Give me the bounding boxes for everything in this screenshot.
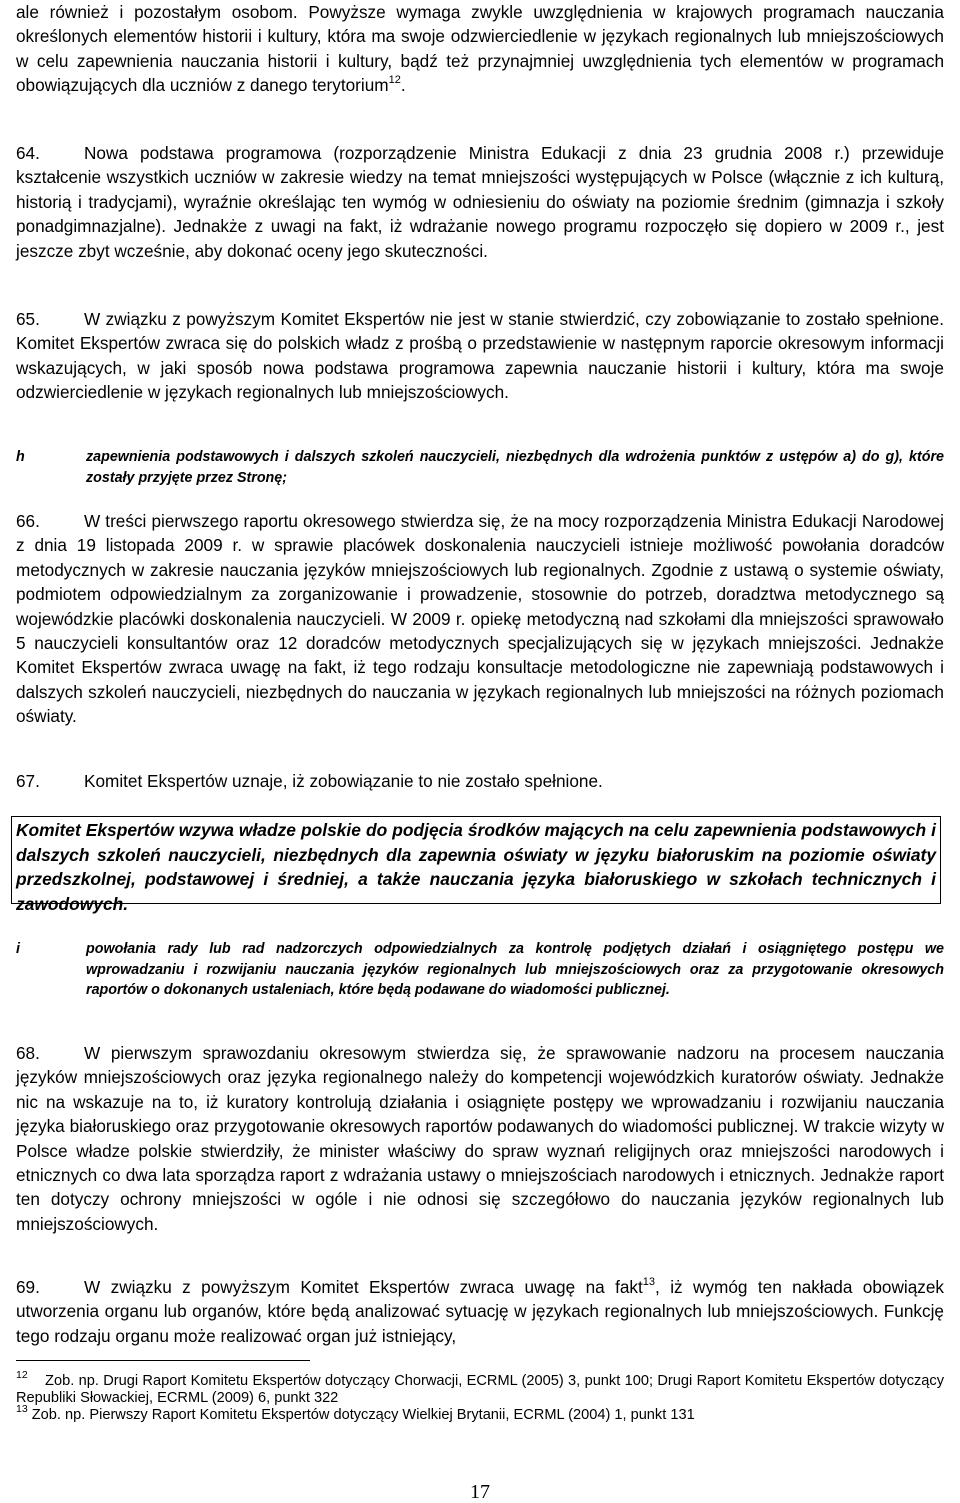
recommendation-text: Komitet Ekspertów wzywa władze polskie do podjęcia środków mających na celu zapewnienia podstawowych i dalszych szkoleń nauczycieli, niezbędnych dla zapewnia oświaty w języku białoruskim na poziomie oświaty przedszkolnej, podstawowej i średniej, a także nauczania języka białoruskiego w szkołach technicznych i zawodowych.: [16, 820, 936, 914]
footnote-separator: [16, 1360, 310, 1361]
paragraph-66: [16, 509, 944, 729]
item-text: powołania rady lub rad nadzorczych odpowiedzialnych za kontrolę podjętych działań i osiągniętego postępu we wprowadzaniu i rozwijaniu nauczania języków regionalnych lub mniejszościowych oraz za przygotowanie okresowych raportów o dokonanych ustaleniach, które będą podawane do wiadomości publicznej.: [86, 941, 944, 998]
paragraph-64: [16, 141, 944, 263]
paragraph-text: W pierwszym sprawozdaniu okresowym stwierdza się, że sprawowanie nadzoru na procesem nauczania języków mniejszościowych oraz języka regionalnego należy do kompetencji wojewódzkich kuratorów oświaty. Jednakże nic na wskazuje na to, iż kuratory kontrolują działania i osiągnięte postępy we wprowadzaniu i rozwijaniu nauczania języka białoruskiego oraz przygotowanie okresowych raportów podawanych do wiadomości publicznej. W trakcie wizyty w Polsce władze polskie stwierdziły, że minister właściwy do spraw wyznań religijnych oraz mniejszości narodowych i etnicznych co dwa lata sporządza raport z wdrażania ustawy o mniejszościach narodowych i etnicznych. Jednakże raport ten dotyczy ochrony mniejszości w ogóle i nie odnosi się szczegółowo do nauczania języków regionalnych lub mniejszościowych.: [16, 1043, 944, 1234]
paragraph-number: 65.: [16, 309, 40, 329]
paragraph-number: 68.: [16, 1043, 40, 1063]
intro-paragraph: ale również i pozostałym osobom. Powyższe wymaga zwykle uwzględnienia w krajowych programach nauczania określonych elementów historii i kultury, która ma swoje odzwierciedlenie w językach regionalnych lub mniejszościowych w celu zapewnienia nauczania historii i kultury, bądź też przynajmniej uwzględnienia tych elementów w programach obowiązujących dla uczniów z danego terytorium$^{12}$.: [16, 2, 944, 96]
footnote-12: [16, 1369, 944, 1407]
page-number: 17: [470, 1481, 490, 1503]
item-letter: i: [16, 941, 20, 957]
paragraph-number: 69.: [16, 1277, 40, 1297]
paragraph-68: [16, 1041, 944, 1236]
paragraph-text: W treści pierwszego raportu okresowego stwierdza się, że na mocy rozporządzenia Ministra Edukacji Narodowej z dnia 19 listopada 2009 r. w sprawie placówek doskonalenia nauczycieli istnieje możliwość powołania doradców metodycznych w zakresie nauczania języków mniejszościowych lub regionalnych. Zgodnie z ustawą o systemie oświaty, podmiotem odpowiedzialnym za zorganizowanie i prowadzenie, stosownie do potrzeb, doradztwa metodycznego są wojewódzkie placówki doskonalenia nauczycieli. W 2009 r. opiekę metodyczną nad szkołami dla mniejszości sprawowało 5 nauczycieli konsultantów oraz 12 doradców metodycznych specjalizujących się w językach mniejszości. Jednakże Komitet Ekspertów zwraca uwagę na fakt, iż tego rodzaju konsultacje metodologiczne nie zapewniają podstawowych i dalszych szkoleń nauczycieli, niezbędnych do nauczania w językach regionalnych lub mniejszości na różnych poziomach oświaty.: [16, 511, 944, 727]
paragraph-65: [16, 307, 944, 405]
item-text: zapewnienia podstawowych i dalszych szkoleń nauczycieli, niezbędnych dla wdrożenia punktów z ustępów a) do g), które zostały przyjęte przez Stronę;: [86, 449, 944, 486]
footnote-text: Zob. np. Drugi Raport Komitetu Ekspertów dotyczący Chorwacji, ECRML (2005) 3, punkt 100; Drugi Raport Komitetu Ekspertów dotyczący Republiki Słowackiej, ECRML (2009) 6, punkt 322: [16, 1373, 944, 1406]
footnote-mark: 12: [16, 1369, 28, 1382]
item-letter: h: [16, 449, 25, 465]
paragraph-67: [16, 769, 944, 793]
paragraph-text: Komitet Ekspertów uznaje, iż zobowiązanie to nie zostało spełnione.: [84, 771, 603, 791]
recommendation-box: [11, 816, 941, 914]
paragraph-69: 69. W związku z powyższym Komitet Ekspertów zwraca uwagę na fakt$^{13}$, iż wymóg ten nakłada obowiązek utworzenia organu lub organów, które będą analizować sytuację w językach regionalnych lub mniejszościowych. Funkcję tego rodzaju organu może realizować organ już istniejący,: [16, 1276, 944, 1346]
intro-text: ale również i pozostałym osobom. Powyższe wymaga zwykle uwzględnienia w krajowych programach nauczania określonych elementów historii i kultury, która ma swoje odzwierciedlenie w językach regionalnych lub mniejszościowych w celu zapewnienia nauczania historii i kultury, bądź też przynajmniej uwzględnienia tych elementów w programach obowiązujących dla uczniów z danego terytorium: [16, 2, 944, 96]
footnote-ref-13[interactable]: 13: [642, 1276, 656, 1289]
footnote-text: Zob. np. Pierwszy Raport Komitetu Ekspertów dotyczący Wielkiej Brytanii, ECRML (2004) 1, punkt 131: [31, 1407, 695, 1423]
paragraph-text: W związku z powyższym Komitet Ekspertów zwraca uwagę na fakt: [84, 1277, 643, 1297]
paragraph-text: Nowa podstawa programowa (rozporządzenie Ministra Edukacji z dnia 23 grudnia 2008 r.) przewiduje kształcenie wszystkich uczniów w zakresie wiedzy na temat mniejszości występujących w Polsce (włącznie z ich kulturą, historią i tradycjami), wyraźnie określając ten wymóg w odniesieniu do oświaty na poziomie średnim (gimnazja i szkoły ponadgimnazjalne). Jednakże z uwagi na fakt, iż wdrażanie nowego programu rozpoczęło się dopiero w 2009 r., jest jeszcze zbyt wcześnie, aby dokonać oceny jego skuteczności.: [16, 143, 944, 261]
charter-item-h: [16, 447, 944, 488]
paragraph-number: 66.: [16, 511, 40, 531]
paragraph-number: 64.: [16, 143, 40, 163]
paragraph-text: W związku z powyższym Komitet Ekspertów nie jest w stanie stwierdzić, czy zobowiązanie to zostało spełnione. Komitet Ekspertów zwraca się do polskich władz z prośbą o przedstawienie w następnym raporcie okresowym informacji wskazujących, w jaki sposób nowa podstawa programowa zapewnia nauczanie historii i kultury, która ma swoje odzwierciedlenie w językach regionalnych lub mniejszościowych.: [16, 309, 944, 403]
footnote-13: [16, 1403, 944, 1424]
charter-item-i: [16, 939, 944, 1001]
paragraph-number: 67.: [16, 771, 40, 791]
footnote-mark: 13: [16, 1403, 28, 1416]
footnote-ref-12[interactable]: 12: [388, 74, 401, 87]
